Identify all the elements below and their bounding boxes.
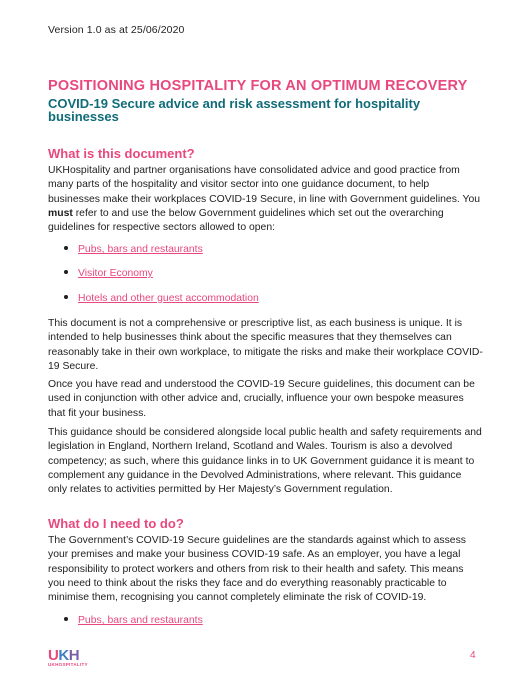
paragraph-once-read: Once you have read and understood the COVID-19 Secure guidelines, this document can be used in conjunction with other advice and, crucially, influence your own bespoke measures that fit your business. [48,379,475,419]
logo-mark [48,649,88,662]
section-heading-what-is-this: What is this document? [48,146,195,161]
version-label: Version 1.0 as at 25/06/2020 [48,24,185,36]
list-item [64,292,259,306]
intro-text-start: UKHospitality and partner organisations have consolidated advice and good practice from many parts of the hospitality and visitor sector into one guidance document, to help businesses make their workplaces COVID-19 Secure, in line with Government guidelines. You [48,165,481,205]
page-subtitle: COVID-19 Secure advice and risk assessment for hospitality businesses [48,96,421,124]
intro-text-end: refer to and use the below Government guidelines which set out the overarching guidelines for respective sectors allowed to open: [48,207,444,234]
bullet-icon [64,270,68,274]
link-pubs-bars-restaurants[interactable]: Pubs, bars and restaurants [78,244,203,255]
list-item [64,267,153,281]
paragraph-government-guidelines: The Government’s COVID-19 Secure guidelines are the standards against which to assess your premises and make your business COVID-19 safe. As an employer, you have a legal responsibility to protect workers and others from risk to their health and safety. This means you need to think about the risks they face and do everything reasonably practicable to minimise them, recognising you cannot completely eliminate the risk of COVID-19. [48,535,466,604]
link-visitor-economy[interactable]: Visitor Economy [78,268,153,279]
page-title: POSITIONING HOSPITALITY FOR AN OPTIMUM RECOVERY [48,78,468,94]
logo-letter-u: U [48,647,59,664]
intro-text-bold: must [48,207,73,219]
intro-paragraph [48,164,483,235]
paragraph-local-guidance: This guidance should be considered alongside local public health and safety requirements and legislation in England, Northern Ireland, Scotland and Wales. Tourism is also a devolved competency; as such, where this guidance links in to UK Government guidance it is meant to complement any guidance in the Devolved Administrations, where relevant. This guidance only relates to activities permitted by Her Majesty’s Government regulation. [48,427,482,496]
paragraph-not-comprehensive: This document is not a comprehensive or prescriptive list, as each business is unique. It is intended to help businesses think about the specific measures that they themselves can reasonably take in their own workplace, to mitigate the risks and make their workplace COVID-19 Secure. [48,318,483,372]
logo-letter-h: H [68,647,80,664]
link-hotels-guest-accommodation[interactable]: Hotels and other guest accommodation [78,293,259,304]
page-number: 4 [470,650,476,661]
ukhospitality-logo [48,649,88,671]
list-item [64,243,203,257]
logo-letter-k: K [58,647,69,664]
bullet-icon [64,617,68,621]
logo-subtext: UKHOSPITALITY [48,662,88,667]
list-item [64,614,203,628]
section-heading-what-do-i-need: What do I need to do? [48,516,184,531]
link-pubs-bars-restaurants-2[interactable]: Pubs, bars and restaurants [78,615,203,626]
bullet-icon [64,246,68,250]
bullet-icon [64,295,68,299]
